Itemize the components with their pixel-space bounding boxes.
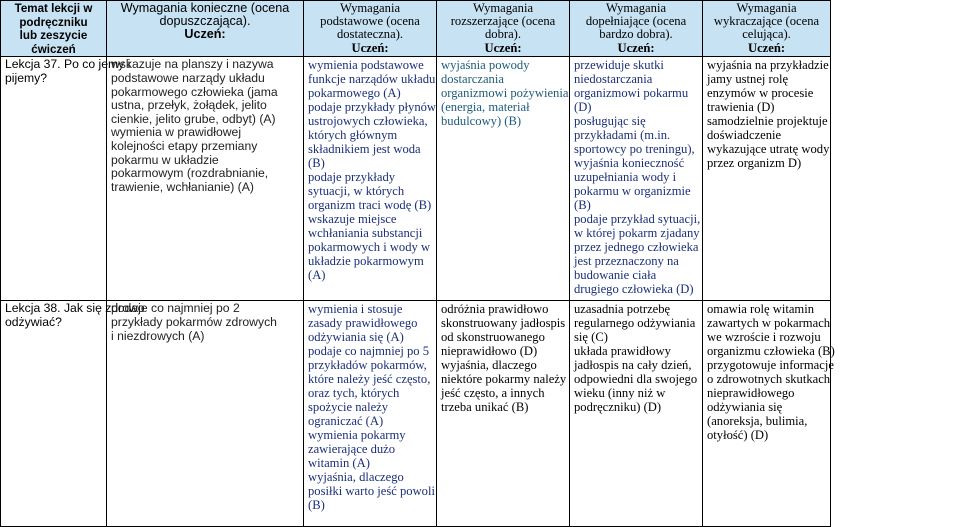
cell-text-line: podaje co najmniej po 5	[308, 344, 430, 359]
cell-text-line: uzupełniania wody i	[574, 170, 677, 185]
header-level-name: dostateczna).	[336, 27, 404, 42]
cell-text-line: podaje przykład sytuacji,	[574, 212, 701, 227]
cell-text-line: jadłospis na cały dzień,	[574, 358, 692, 373]
cell-text-line: składnikiem jest woda	[308, 142, 421, 157]
cell-text-line: pokarmowych i wody w	[308, 240, 431, 255]
header-lesson-line: Temat lekcji w podręczniku	[14, 2, 93, 29]
header-level-tag: Uczeń:	[184, 27, 226, 42]
cell-text-line: się (C)	[574, 330, 608, 345]
header-level-tag: Uczeń:	[617, 40, 655, 55]
cell-text-line: sytuacji, w których	[308, 184, 405, 199]
rozszerzajace-cell	[437, 57, 570, 301]
cell-text-line: oraz tych, których	[308, 386, 400, 401]
cell-text-line: trawienia (D)	[707, 100, 775, 115]
cell-text-line: (anoreksja, bulimia,	[707, 414, 808, 429]
cell-text-line: przykładów pokarmów,	[308, 358, 427, 373]
cell-text-line: witamin (A)	[308, 456, 370, 471]
header-level-name: celująca).	[742, 27, 791, 42]
cell-text-line: omawia rolę witamin	[707, 302, 815, 317]
cell-text-line: trzeba unikać (B)	[441, 400, 529, 415]
cell-text-line: kolejności etapy przemiany	[111, 138, 258, 153]
cell-text-line: układzie pokarmowym	[308, 254, 424, 269]
cell-text-line: trawienie, wchłanianie) (A)	[111, 179, 254, 194]
header-level-name: dopuszczająca).	[159, 14, 251, 29]
cell-text-line: (B)	[308, 498, 325, 513]
cell-text-line: wyjaśnia konieczność	[574, 156, 685, 171]
cell-text-line: pokarmu w organizmie	[574, 184, 691, 199]
cell-text-line: wymienia pokarmy	[308, 428, 406, 443]
konieczne-cell	[107, 57, 304, 301]
cell-text-line: doświadczenie	[707, 128, 782, 143]
cell-text-line: wymienia podstawowe	[308, 58, 424, 73]
cell-text-line: (A)	[308, 268, 326, 283]
header-level-name: bardzo dobra).	[599, 27, 673, 42]
wykraczajace-cell	[703, 57, 831, 301]
konieczne-cell	[107, 301, 304, 527]
cell-text-line: wyjaśnia na przykładzie	[707, 58, 829, 73]
header-level-name: Wymagania	[605, 1, 667, 15]
cell-text-line: nieprawidłowego	[707, 386, 795, 401]
cell-text-line: drugiego człowieka (D)	[574, 282, 694, 297]
cell-text-line: pokarmu w układzie	[111, 152, 219, 167]
cell-text-line: wymienia i stosuje	[308, 302, 403, 317]
header-level-tag: Uczeń:	[484, 40, 522, 55]
cell-text-line: podaje przykłady płynów	[308, 100, 437, 115]
lesson-topic-cell	[1, 301, 145, 527]
cell-text-line: podręczniku) (D)	[574, 400, 662, 415]
cell-text-line: przykładami (m.in.	[574, 128, 671, 143]
cell-text-line: wyjaśnia powody	[441, 58, 530, 73]
podstawowe-cell	[304, 301, 437, 527]
header-level-name: Wymagania	[472, 1, 534, 15]
cell-text-line: których głównym	[308, 128, 398, 143]
cell-text-line: skonstruowany jadłospis	[441, 316, 566, 331]
cell-text-line: ustrojowych człowieka,	[308, 114, 428, 129]
cell-text-line: podaje przykłady	[308, 170, 396, 185]
cell-text-line: przykłady pokarmów zdrowych	[111, 314, 277, 329]
cell-text-line: wchłaniania substancji	[308, 226, 423, 241]
cell-text-line: pijemy?	[5, 70, 47, 85]
cell-text-line: jeść często, a innych	[441, 386, 545, 401]
cell-text-line: układa prawidłowy	[574, 344, 671, 359]
lesson-topic-cell	[1, 57, 131, 301]
cell-text-line: Lekcja 37. Po co jemy i	[5, 57, 131, 72]
cell-text-line: wskazuje na planszy i nazywa	[111, 57, 274, 72]
cell-text-line: organizm traci wodę (B)	[308, 198, 432, 213]
cell-text-line: zawierające dużo	[308, 442, 396, 457]
podstawowe-cell	[304, 57, 437, 301]
cell-text-line: odróżnia prawidłowo	[441, 302, 549, 317]
cell-text-line: ograniczać (A)	[308, 414, 384, 429]
header-level-name: wykraczające (ocena	[713, 14, 820, 29]
dopelniajace-cell	[570, 57, 703, 301]
wykraczajace-cell	[703, 301, 835, 527]
header-level-name: Wymagania	[339, 1, 401, 15]
cell-text-line: (D)	[574, 100, 592, 115]
cell-text-line: funkcje narządów układu	[308, 72, 436, 87]
cell-text-line: przygotowuje informacje	[707, 358, 834, 373]
cell-text-line: organizmu człowieka (B)	[707, 344, 835, 359]
cell-text-line: enzymów w procesie	[707, 86, 814, 101]
cell-text-line: przewiduje skutki	[574, 58, 664, 73]
cell-text-line: odżywiania się	[707, 400, 783, 415]
cell-text-line: podaje co najmniej po 2	[111, 301, 240, 316]
cell-text-line: samodzielnie projektuje	[707, 114, 828, 129]
header-level-tag: Uczeń:	[351, 40, 389, 55]
header-level-tag: Uczeń:	[747, 40, 786, 55]
header-podstawowe	[304, 1, 437, 57]
header-level-name: Wymagania konieczne (ocena	[120, 1, 290, 15]
cell-text-line: zasady prawidłowego	[308, 316, 418, 331]
cell-text-line: posiłki warto jeść powoli	[308, 484, 435, 499]
cell-text-line: (B)	[308, 156, 325, 171]
cell-text-line: zawartych w pokarmach	[707, 316, 831, 331]
header-level-name: podstawowe (ocena	[320, 14, 420, 29]
cell-text-line: (B)	[574, 198, 591, 213]
cell-text-line: przez organizm D)	[707, 156, 802, 171]
cell-text-line: odżywiać?	[5, 314, 62, 329]
header-lesson-line: lub zeszycie ćwiczeń	[19, 29, 88, 56]
cell-text-line: wymienia w prawidłowej	[111, 125, 242, 140]
cell-text-line: o zdrowotnych skutkach	[707, 372, 831, 387]
header-konieczne	[107, 1, 304, 57]
header-row	[1, 1, 961, 57]
cell-text-line: budulcowy) (B)	[441, 114, 522, 129]
cell-text-line: przez jednego człowieka	[574, 240, 699, 255]
header-level-name: dobra).	[484, 27, 522, 42]
cell-text-line: niedostarczania	[574, 72, 653, 87]
cell-text-line: regularnego odżywiania	[574, 316, 696, 331]
cell-text-line: od skonstruowanego	[441, 330, 545, 345]
cell-text-line: uzasadnia potrzebę	[574, 302, 671, 317]
header-level-name: dopełniające (ocena	[585, 14, 687, 29]
cell-text-line: pokarmowym (rozdrabnianie,	[111, 166, 269, 181]
cell-text-line: i niezdrowych (A)	[111, 328, 205, 343]
cell-text-line: spożycie należy	[308, 400, 389, 415]
cell-text-line: które należy jeść często,	[308, 372, 431, 387]
header-dopelniajace	[570, 1, 703, 57]
cell-text-line: odżywiania się (A)	[308, 330, 404, 345]
cell-text-line: nieprawidłowo (D)	[441, 344, 538, 359]
cell-text-line: jamy ustnej rolę	[707, 72, 789, 87]
cell-text-line: wyjaśnia, dlaczego	[308, 470, 404, 485]
cell-text-line: posługując się	[574, 114, 646, 129]
cell-text-line: otyłość) (D)	[707, 428, 769, 443]
header-wykraczajace	[703, 1, 831, 57]
cell-text-line: (energia, materiał	[441, 100, 530, 115]
cell-text-line: cienkie, jelito grube, odbyt) (A)	[111, 111, 276, 126]
cell-text-line: dostarczania	[441, 72, 504, 87]
rozszerzajace-cell	[437, 301, 570, 527]
cell-text-line: wykazujące utratę wody	[707, 142, 830, 157]
cell-text-line: wyjaśnia, dlaczego	[441, 358, 537, 373]
cell-text-line: organizmowi pokarmu	[574, 86, 689, 101]
cell-text-line: budowanie ciała	[574, 268, 657, 283]
cell-text-line: sportowcy po treningu),	[574, 142, 695, 157]
cell-text-line: pokarmowego człowieka (jama	[111, 84, 278, 99]
header-lesson-topic	[1, 1, 107, 57]
header-level-name: rozszerzające (ocena	[450, 14, 556, 29]
cell-text-line: niektóre pokarmy należy	[441, 372, 567, 387]
cell-text-line: w której pokarm zjadany	[574, 226, 700, 241]
cell-text-line: we wzroście i rozwoju	[707, 330, 821, 345]
table-row	[1, 301, 961, 527]
cell-text-line: odpowiedni dla swojego	[574, 372, 698, 387]
cell-text-line: wieku (inny niż w	[574, 386, 666, 401]
header-level-name: Wymagania	[736, 1, 797, 15]
cell-text-line: jest przeznaczony na	[574, 254, 679, 269]
cell-text-line: podstawowe narządy układu	[111, 70, 265, 85]
dopelniajace-cell	[570, 301, 703, 527]
table-row	[1, 57, 961, 301]
cell-text-line: ustna, przełyk, żołądek, jelito	[111, 98, 267, 113]
cell-text-line: wskazuje miejsce	[308, 212, 397, 227]
header-rozszerzajace	[437, 1, 570, 57]
cell-text-line: pokarmowego (A)	[308, 86, 401, 101]
cell-text-line: Lekcja 38. Jak się zdrowo	[5, 301, 145, 316]
cell-text-line: organizmowi pożywienia	[441, 86, 569, 101]
